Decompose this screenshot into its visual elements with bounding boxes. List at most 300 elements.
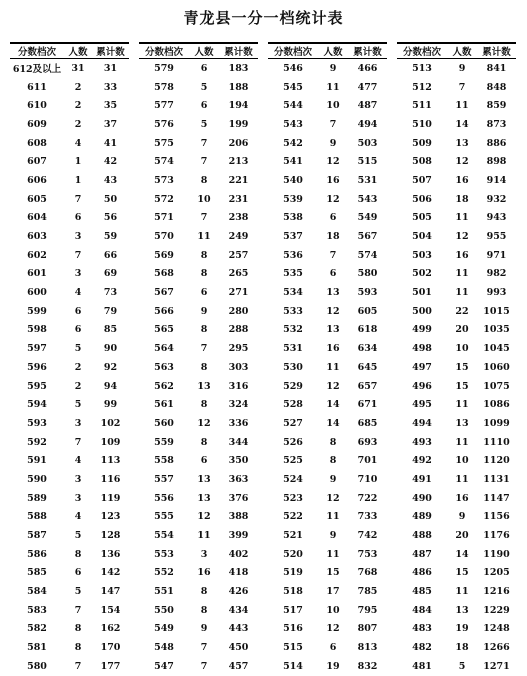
count-cell: 12 — [455, 156, 469, 168]
score-level-cell: 491 — [412, 473, 432, 485]
cumulative-cell: 873 — [486, 118, 507, 130]
score-level-cell: 514 — [283, 660, 303, 672]
count-cell: 16 — [455, 249, 469, 261]
count-cell: 7 — [200, 137, 208, 149]
cumulative-cell: 487 — [357, 100, 378, 112]
cumulative-cell: 183 — [228, 62, 249, 74]
count-cell: 1 — [74, 156, 82, 168]
table-row — [139, 564, 258, 583]
score-level-cell: 485 — [412, 586, 432, 598]
table-row — [397, 358, 516, 377]
score-level-cell: 518 — [283, 586, 303, 598]
score-level-cell: 484 — [412, 604, 432, 616]
score-table-panel-3 — [268, 42, 387, 672]
count-cell: 16 — [197, 567, 211, 579]
score-level-cell: 489 — [412, 511, 432, 523]
header-score-level: 分数档次 — [273, 47, 312, 58]
cumulative-cell: 1190 — [483, 548, 510, 560]
count-cell: 4 — [74, 287, 82, 299]
count-cell: 7 — [200, 642, 208, 654]
score-level-cell: 511 — [412, 100, 432, 112]
score-level-cell: 570 — [154, 231, 174, 243]
score-level-cell: 592 — [27, 436, 47, 448]
score-level-cell: 601 — [27, 268, 47, 280]
count-cell: 13 — [197, 492, 211, 504]
count-cell: 10 — [455, 343, 469, 355]
cumulative-cell: 685 — [357, 417, 378, 429]
count-cell: 7 — [329, 249, 337, 261]
count-cell: 10 — [455, 455, 469, 467]
cumulative-cell: 147 — [100, 586, 121, 598]
cumulative-cell: 99 — [103, 399, 118, 411]
count-cell: 8 — [200, 586, 208, 598]
header-score-level: 分数档次 — [17, 47, 56, 58]
count-cell: 8 — [74, 642, 82, 654]
count-cell: 11 — [326, 511, 340, 523]
cumulative-cell: 231 — [228, 193, 249, 205]
table-header — [10, 42, 129, 59]
cumulative-cell: 580 — [357, 268, 378, 280]
count-cell: 6 — [200, 100, 208, 112]
cumulative-cell: 271 — [228, 287, 249, 299]
score-level-cell: 523 — [283, 492, 303, 504]
table-row — [139, 246, 258, 265]
table-row — [268, 470, 387, 489]
table-row — [397, 283, 516, 302]
cumulative-cell: 42 — [103, 156, 118, 168]
count-cell: 8 — [200, 604, 208, 616]
score-level-cell: 522 — [283, 511, 303, 523]
score-level-cell: 578 — [154, 81, 174, 93]
count-cell: 14 — [326, 417, 340, 429]
cumulative-cell: 37 — [103, 118, 118, 130]
score-level-cell: 588 — [27, 511, 47, 523]
score-level-cell: 586 — [27, 548, 47, 560]
table-row — [397, 209, 516, 228]
score-level-cell: 542 — [283, 137, 303, 149]
cumulative-cell: 1045 — [483, 343, 510, 355]
cumulative-cell: 213 — [228, 156, 249, 168]
header-count: 人数 — [323, 47, 343, 58]
count-cell: 2 — [74, 361, 82, 373]
count-cell: 5 — [74, 343, 82, 355]
cumulative-cell: 701 — [357, 455, 378, 467]
score-level-cell: 536 — [283, 249, 303, 261]
table-row — [397, 171, 516, 190]
table-row — [268, 265, 387, 284]
score-level-cell: 557 — [154, 473, 174, 485]
table-row — [10, 190, 129, 209]
table-row — [268, 489, 387, 508]
count-cell: 11 — [197, 530, 211, 542]
table-header — [268, 42, 387, 59]
score-level-cell: 609 — [27, 118, 47, 130]
score-level-cell: 509 — [412, 137, 432, 149]
cumulative-cell: 1120 — [483, 455, 510, 467]
count-cell: 12 — [455, 231, 469, 243]
cumulative-cell: 128 — [100, 530, 121, 542]
table-row — [397, 526, 516, 545]
score-level-cell: 501 — [412, 287, 432, 299]
count-cell: 7 — [74, 436, 82, 448]
count-cell: 5 — [458, 660, 466, 672]
score-level-cell: 595 — [27, 380, 47, 392]
table-row — [139, 321, 258, 340]
score-table-panel-2 — [139, 42, 258, 672]
score-level-cell: 558 — [154, 455, 174, 467]
table-row — [10, 358, 129, 377]
table-row — [397, 489, 516, 508]
table-row — [139, 414, 258, 433]
score-level-cell: 596 — [27, 361, 47, 373]
table-row — [139, 283, 258, 302]
cumulative-cell: 477 — [357, 81, 378, 93]
header-cumulative: 累计数 — [224, 47, 253, 58]
count-cell: 11 — [197, 231, 211, 243]
table-row — [268, 601, 387, 620]
count-cell: 13 — [197, 473, 211, 485]
count-cell: 15 — [455, 567, 469, 579]
table-row — [139, 339, 258, 358]
score-level-cell: 553 — [154, 548, 174, 560]
cumulative-cell: 136 — [100, 548, 121, 560]
count-cell: 9 — [458, 62, 466, 74]
score-level-cell: 559 — [154, 436, 174, 448]
score-level-cell: 561 — [154, 399, 174, 411]
count-cell: 9 — [329, 473, 337, 485]
table-row — [10, 134, 129, 153]
table-row — [397, 545, 516, 564]
score-level-cell: 551 — [154, 586, 174, 598]
table-row — [268, 171, 387, 190]
score-level-cell: 507 — [412, 174, 432, 186]
table-row — [397, 96, 516, 115]
score-level-cell: 535 — [283, 268, 303, 280]
score-level-cell: 576 — [154, 118, 174, 130]
cumulative-cell: 94 — [103, 380, 118, 392]
count-cell: 11 — [326, 548, 340, 560]
count-cell: 13 — [455, 137, 469, 149]
count-cell: 6 — [200, 62, 208, 74]
score-level-cell: 604 — [27, 212, 47, 224]
score-level-cell: 560 — [154, 417, 174, 429]
cumulative-cell: 316 — [228, 380, 249, 392]
table-row — [10, 152, 129, 171]
score-level-cell: 568 — [154, 268, 174, 280]
cumulative-cell: 90 — [103, 343, 118, 355]
count-cell: 6 — [200, 287, 208, 299]
cumulative-cell: 1086 — [483, 399, 510, 411]
table-row — [397, 451, 516, 470]
table-body — [268, 59, 387, 676]
count-cell: 19 — [326, 660, 340, 672]
score-level-cell: 543 — [283, 118, 303, 130]
cumulative-cell: 59 — [103, 231, 118, 243]
cumulative-cell: 1099 — [483, 417, 510, 429]
cumulative-cell: 466 — [357, 62, 378, 74]
cumulative-cell: 742 — [357, 530, 378, 542]
score-level-cell: 581 — [27, 642, 47, 654]
table-row — [268, 321, 387, 340]
score-level-cell: 503 — [412, 249, 432, 261]
cumulative-cell: 943 — [486, 212, 507, 224]
score-level-cell: 488 — [412, 530, 432, 542]
score-level-cell: 563 — [154, 361, 174, 373]
cumulative-cell: 31 — [103, 62, 118, 74]
score-level-cell: 566 — [154, 305, 174, 317]
score-level-cell: 517 — [283, 604, 303, 616]
table-row — [268, 302, 387, 321]
table-row — [10, 227, 129, 246]
count-cell: 9 — [329, 530, 337, 542]
score-level-cell: 575 — [154, 137, 174, 149]
score-level-cell: 599 — [27, 305, 47, 317]
table-row — [10, 545, 129, 564]
table-row — [268, 433, 387, 452]
table-row — [268, 508, 387, 527]
score-level-cell: 610 — [27, 100, 47, 112]
score-level-cell: 571 — [154, 212, 174, 224]
table-row — [397, 470, 516, 489]
count-cell: 8 — [200, 361, 208, 373]
table-row — [268, 134, 387, 153]
score-level-cell: 530 — [283, 361, 303, 373]
score-level-cell: 508 — [412, 156, 432, 168]
cumulative-cell: 1266 — [483, 642, 510, 654]
cumulative-cell: 543 — [357, 193, 378, 205]
count-cell: 6 — [74, 212, 82, 224]
cumulative-cell: 886 — [486, 137, 507, 149]
table-row — [139, 302, 258, 321]
table-header — [139, 42, 258, 59]
cumulative-cell: 73 — [103, 287, 118, 299]
cumulative-cell: 116 — [100, 473, 121, 485]
count-cell: 13 — [455, 604, 469, 616]
cumulative-cell: 982 — [486, 268, 507, 280]
score-level-cell: 597 — [27, 343, 47, 355]
count-cell: 5 — [74, 586, 82, 598]
score-level-cell: 574 — [154, 156, 174, 168]
table-row — [139, 377, 258, 396]
cumulative-cell: 434 — [228, 604, 249, 616]
page-title: 青龙县一分一档统计表 — [183, 9, 344, 27]
score-level-cell: 505 — [412, 212, 432, 224]
count-cell: 3 — [74, 492, 82, 504]
count-cell: 11 — [455, 100, 469, 112]
count-cell: 4 — [74, 455, 82, 467]
table-row — [268, 115, 387, 134]
score-level-cell: 498 — [412, 343, 432, 355]
count-cell: 7 — [200, 343, 208, 355]
count-cell: 8 — [329, 436, 337, 448]
count-cell: 7 — [74, 249, 82, 261]
count-cell: 13 — [326, 287, 340, 299]
table-row — [10, 265, 129, 284]
cumulative-cell: 494 — [357, 118, 378, 130]
count-cell: 8 — [200, 174, 208, 186]
cumulative-cell: 206 — [228, 137, 249, 149]
count-cell: 16 — [455, 174, 469, 186]
count-cell: 7 — [329, 118, 337, 130]
table-row — [139, 358, 258, 377]
score-level-cell: 565 — [154, 324, 174, 336]
table-row — [10, 78, 129, 97]
count-cell: 12 — [197, 511, 211, 523]
table-row — [268, 564, 387, 583]
count-cell: 22 — [455, 305, 469, 317]
table-row — [139, 78, 258, 97]
score-level-cell: 602 — [27, 249, 47, 261]
table-row — [268, 152, 387, 171]
table-row — [268, 190, 387, 209]
cumulative-cell: 324 — [228, 399, 249, 411]
count-cell: 11 — [326, 361, 340, 373]
table-row — [397, 638, 516, 657]
count-cell: 31 — [71, 62, 85, 74]
cumulative-cell: 402 — [228, 548, 249, 560]
cumulative-cell: 859 — [486, 100, 507, 112]
score-level-cell: 524 — [283, 473, 303, 485]
score-level-cell: 532 — [283, 324, 303, 336]
cumulative-cell: 1229 — [483, 604, 510, 616]
cumulative-cell: 194 — [228, 100, 249, 112]
table-row — [139, 190, 258, 209]
cumulative-cell: 813 — [357, 642, 378, 654]
count-cell: 6 — [329, 268, 337, 280]
cumulative-cell: 671 — [357, 399, 378, 411]
table-row — [397, 59, 516, 78]
table-row — [139, 115, 258, 134]
count-cell: 3 — [74, 473, 82, 485]
cumulative-cell: 1015 — [483, 305, 510, 317]
table-row — [268, 451, 387, 470]
table-row — [397, 246, 516, 265]
count-cell: 11 — [455, 586, 469, 598]
count-cell: 7 — [74, 660, 82, 672]
table-row — [10, 620, 129, 639]
score-level-cell: 580 — [27, 660, 47, 672]
table-row — [397, 564, 516, 583]
count-cell: 2 — [74, 100, 82, 112]
table-row — [268, 545, 387, 564]
count-cell: 19 — [455, 623, 469, 635]
table-row — [139, 433, 258, 452]
table-row — [397, 115, 516, 134]
table-row — [10, 302, 129, 321]
cumulative-cell: 199 — [228, 118, 249, 130]
count-cell: 2 — [74, 380, 82, 392]
count-cell: 7 — [200, 156, 208, 168]
table-row — [397, 227, 516, 246]
count-cell: 8 — [329, 455, 337, 467]
cumulative-cell: 1176 — [483, 530, 510, 542]
score-level-cell: 499 — [412, 324, 432, 336]
score-level-cell: 572 — [154, 193, 174, 205]
score-level-cell: 587 — [27, 530, 47, 542]
table-row — [10, 564, 129, 583]
score-level-cell: 554 — [154, 530, 174, 542]
table-row — [268, 377, 387, 396]
table-header — [397, 42, 516, 59]
score-level-cell: 584 — [27, 586, 47, 598]
table-row — [397, 433, 516, 452]
cumulative-cell: 1110 — [483, 436, 510, 448]
score-level-cell: 533 — [283, 305, 303, 317]
cumulative-cell: 56 — [103, 212, 118, 224]
cumulative-cell: 41 — [103, 137, 118, 149]
score-level-cell: 512 — [412, 81, 432, 93]
cumulative-cell: 657 — [357, 380, 378, 392]
table-row — [268, 59, 387, 78]
table-row — [139, 171, 258, 190]
score-level-cell: 600 — [27, 287, 47, 299]
table-row — [139, 601, 258, 620]
table-row — [397, 339, 516, 358]
cumulative-cell: 344 — [228, 436, 249, 448]
count-cell: 2 — [74, 118, 82, 130]
score-level-cell: 487 — [412, 548, 432, 560]
count-cell: 1 — [74, 174, 82, 186]
score-level-cell: 555 — [154, 511, 174, 523]
score-level-cell: 589 — [27, 492, 47, 504]
table-row — [10, 283, 129, 302]
score-level-cell: 562 — [154, 380, 174, 392]
score-level-cell: 547 — [154, 660, 174, 672]
cumulative-cell: 177 — [100, 660, 121, 672]
table-body — [397, 59, 516, 676]
count-cell: 9 — [329, 137, 337, 149]
header-cumulative: 累计数 — [96, 47, 125, 58]
score-level-cell: 552 — [154, 567, 174, 579]
table-row — [139, 638, 258, 657]
count-cell: 13 — [197, 380, 211, 392]
cumulative-cell: 1131 — [483, 473, 510, 485]
table-row — [397, 134, 516, 153]
count-cell: 9 — [458, 511, 466, 523]
score-level-cell: 550 — [154, 604, 174, 616]
count-cell: 8 — [200, 436, 208, 448]
score-level-cell: 591 — [27, 455, 47, 467]
count-cell: 11 — [326, 81, 340, 93]
count-cell: 17 — [326, 586, 340, 598]
count-cell: 16 — [455, 492, 469, 504]
score-level-cell: 513 — [412, 62, 432, 74]
header-cumulative: 累计数 — [482, 47, 511, 58]
score-level-cell: 515 — [283, 642, 303, 654]
score-level-cell: 504 — [412, 231, 432, 243]
count-cell: 9 — [200, 623, 208, 635]
cumulative-cell: 914 — [486, 174, 507, 186]
table-row — [139, 470, 258, 489]
table-row — [139, 489, 258, 508]
count-cell: 18 — [455, 193, 469, 205]
score-level-cell: 528 — [283, 399, 303, 411]
cumulative-cell: 848 — [486, 81, 507, 93]
cumulative-cell: 549 — [357, 212, 378, 224]
score-level-cell: 582 — [27, 623, 47, 635]
cumulative-cell: 102 — [100, 417, 121, 429]
count-cell: 12 — [326, 380, 340, 392]
table-row — [397, 601, 516, 620]
cumulative-cell: 645 — [357, 361, 378, 373]
count-cell: 12 — [326, 156, 340, 168]
table-row — [10, 96, 129, 115]
cumulative-cell: 531 — [357, 174, 378, 186]
count-cell: 5 — [74, 399, 82, 411]
count-cell: 11 — [455, 212, 469, 224]
score-level-cell: 481 — [412, 660, 432, 672]
score-level-cell: 521 — [283, 530, 303, 542]
